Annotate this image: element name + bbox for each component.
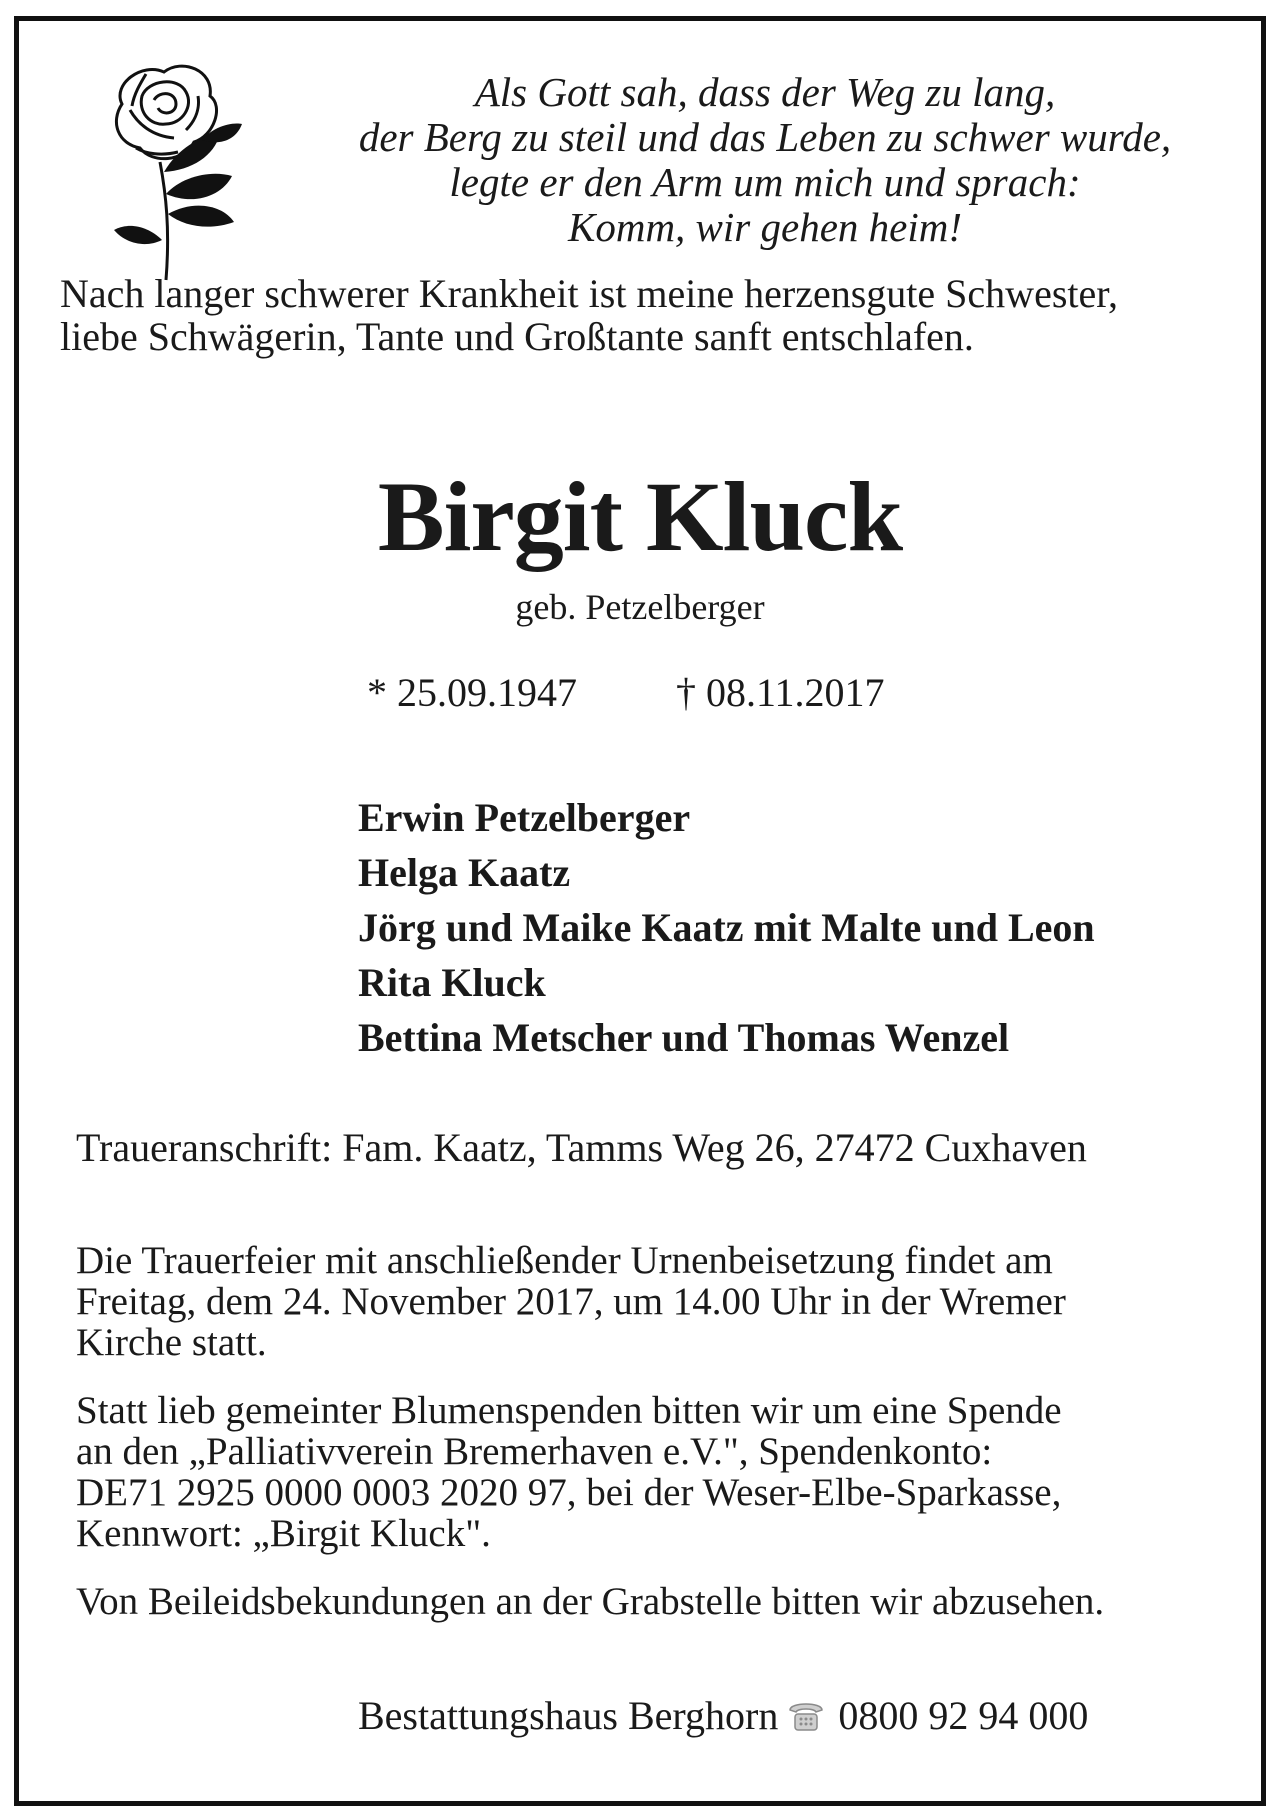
family-member: Bettina Metscher und Thomas Wenzel bbox=[358, 1015, 1010, 1060]
condolence-line: Von Beileidsbekundungen an der Grabstelle bitten wir abzusehen. bbox=[76, 1580, 1105, 1623]
funeral-home bbox=[358, 1692, 1088, 1740]
donation-line: Statt lieb gemeinter Blumenspenden bitten wir um eine Spende bbox=[76, 1389, 1062, 1432]
funeral-home-phone: 0800 92 94 000 bbox=[838, 1693, 1089, 1738]
maiden-name: geb. Petzelberger bbox=[515, 587, 765, 627]
verse-line: Komm, wir gehen heim! bbox=[567, 204, 962, 250]
birth-date: * 25.09.1947 bbox=[367, 670, 577, 715]
service-line: Kirche statt. bbox=[76, 1321, 267, 1364]
mourning-address: Traueranschrift: Fam. Kaatz, Tamms Weg 26, 27472 Cuxhaven bbox=[76, 1125, 1087, 1170]
intro-line: liebe Schwägerin, Tante und Großtante sanft entschlafen. bbox=[60, 314, 974, 359]
verse bbox=[270, 70, 1260, 250]
deceased-name: Birgit Kluck bbox=[377, 461, 903, 572]
family-member: Helga Kaatz bbox=[358, 850, 571, 895]
service-info bbox=[76, 1240, 1226, 1363]
service-line: Die Trauerfeier mit anschließender Urnenbeisetzung findet am bbox=[76, 1239, 1053, 1282]
intro-line: Nach langer schwerer Krankheit ist meine herzensgute Schwester, bbox=[60, 271, 1118, 316]
verse-line: legte er den Arm um mich und sprach: bbox=[449, 159, 1081, 205]
verse-line: der Berg zu steil und das Leben zu schwer wurde, bbox=[358, 114, 1172, 160]
funeral-home-name: Bestattungshaus Berghorn bbox=[358, 1693, 779, 1738]
telephone-icon bbox=[786, 1698, 826, 1734]
death-date: † 08.11.2017 bbox=[676, 670, 885, 715]
family-member: Erwin Petzelberger bbox=[358, 795, 691, 840]
verse-line: Als Gott sah, dass der Weg zu lang, bbox=[474, 69, 1056, 115]
donation-line: Kennwort: „Birgit Kluck". bbox=[76, 1512, 491, 1555]
service-line: Freitag, dem 24. November 2017, um 14.00 Uhr in der Wremer bbox=[76, 1280, 1066, 1323]
family-member: Rita Kluck bbox=[358, 960, 546, 1005]
donation-line: DE71 2925 0000 0003 2020 97, bei der Weser-Elbe-Sparkasse, bbox=[76, 1471, 1062, 1514]
condolence-note bbox=[76, 1581, 1226, 1622]
rose-icon bbox=[82, 44, 272, 284]
donation-line: an den „Palliativverein Bremerhaven e.V.", Spendenkonto: bbox=[76, 1430, 993, 1473]
intro-text bbox=[60, 272, 1230, 358]
family-member: Jörg und Maike Kaatz mit Malte und Leon bbox=[358, 905, 1095, 950]
donation-info bbox=[76, 1390, 1226, 1554]
family-list bbox=[358, 790, 1095, 1065]
